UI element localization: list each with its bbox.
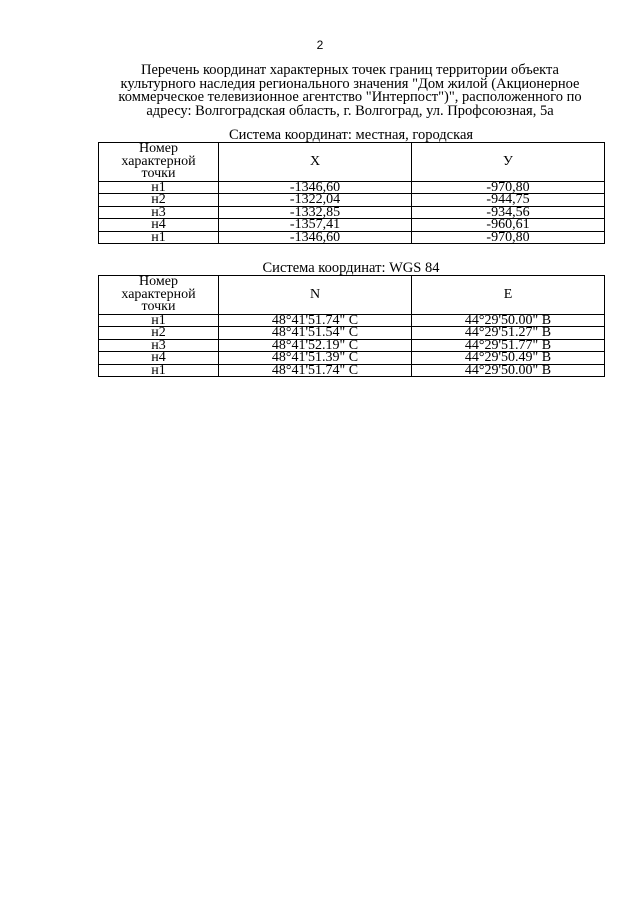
point-cell: н2 [99, 327, 219, 340]
point-number-header [99, 276, 219, 315]
table-header-row [99, 143, 605, 182]
title-line: культурного наследия регионального значения "Дом жилой (Акционерное [120, 75, 580, 92]
y-cell: -970,80 [412, 181, 605, 194]
latitude-cell: 48°41'51.54" С [219, 327, 412, 340]
e-header: E [412, 276, 605, 315]
latitude-cell: 48°41'51.74" С [219, 314, 412, 327]
x-header: X [219, 143, 412, 182]
table-header-row [99, 276, 605, 315]
x-cell: -1332,85 [219, 206, 412, 219]
latitude-cell: 48°41'52.19" С [219, 339, 412, 352]
page-number: 2 [316, 38, 324, 52]
latitude-cell: 48°41'51.39" С [219, 352, 412, 365]
x-cell: -1346,60 [219, 181, 412, 194]
latitude-cell: 48°41'51.74" С [219, 364, 412, 377]
title-line: Перечень координат характерных точек границ территории объекта [141, 62, 559, 78]
table-row [99, 364, 605, 377]
point-cell: н3 [99, 339, 219, 352]
x-cell: -1322,04 [219, 194, 412, 207]
header-line: характерной [121, 286, 196, 302]
y-header: У [412, 143, 605, 182]
document-title [110, 64, 590, 118]
table2-caption: Система координат: WGS 84 [262, 260, 440, 276]
x-cell: -1357,41 [219, 219, 412, 232]
header-line: Номер [139, 274, 178, 289]
y-cell: -960,61 [412, 219, 605, 232]
header-line: точки [141, 299, 176, 314]
title-line: коммерческое телевизионное агентство "Интерпост")", расположенного по [118, 89, 582, 105]
y-cell: -970,80 [412, 231, 605, 244]
wgs84-coordinates-table [98, 275, 605, 377]
y-cell: -934,56 [412, 206, 605, 219]
point-cell: н3 [99, 206, 219, 219]
longitude-cell: 44°29'51.77" В [412, 339, 605, 352]
longitude-cell: 44°29'50.00" В [412, 364, 605, 377]
title-line: адресу: Волгоградская область, г. Волгоград, ул. Профсоюзная, 5а [146, 102, 554, 119]
n-header: N [219, 276, 412, 315]
point-cell: н1 [99, 181, 219, 194]
point-cell: н4 [99, 352, 219, 365]
point-cell: н1 [99, 231, 219, 244]
table-row [99, 231, 605, 244]
point-cell: н4 [99, 219, 219, 232]
point-number-header [99, 143, 219, 182]
x-cell: -1346,60 [219, 231, 412, 244]
local-coordinates-table [98, 142, 605, 244]
longitude-cell: 44°29'50.49" В [412, 352, 605, 365]
y-cell: -944,75 [412, 194, 605, 207]
point-cell: н1 [99, 314, 219, 327]
header-line: Номер [139, 141, 178, 156]
header-line: точки [141, 166, 176, 181]
table1-caption: Система координат: местная, городская [228, 127, 474, 143]
header-line: характерной [121, 153, 196, 169]
point-cell: н1 [99, 364, 219, 377]
longitude-cell: 44°29'51.27" В [412, 327, 605, 340]
point-cell: н2 [99, 194, 219, 207]
longitude-cell: 44°29'50.00" В [412, 314, 605, 327]
